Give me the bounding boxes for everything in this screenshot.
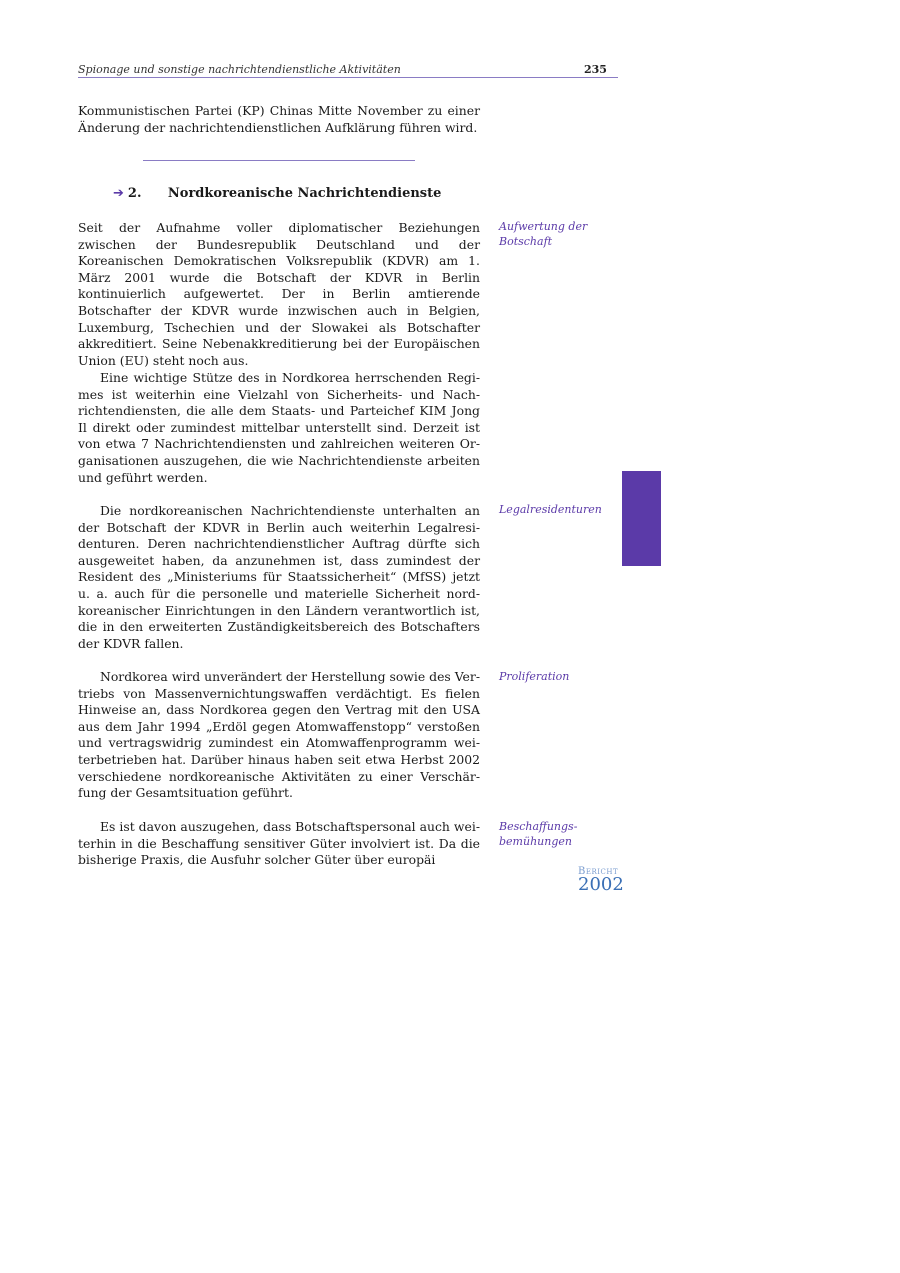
paragraph-diplomatic-relations: Seit der Aufnahme voller diplomatischer Beziehungen zwischen der Bundesrepublik Deutschland und der Koreanischen Demokratischen Volksrepublik (KDVR) am 1. März 2001 wurde die Botschaft der KDVR in Berlin kontinuierlich aufgewertet. Der in Berlin amtierende Botschafter der KDVR wurde inzwischen auch in Belgien, Luxemburg, Tschechien und der Slowakei als Botschafter akkreditiert. Seine Nebenakkreditierung bei der Europäischen Union (EU) steht noch aus. xyxy=(78,220,480,368)
report-logo xyxy=(578,866,634,893)
margin-note-legal-residencies: Legalresidenturen xyxy=(499,503,602,516)
section-heading xyxy=(113,186,441,201)
page-number: 235 xyxy=(584,63,607,76)
paragraph-security-services: Eine wichtige Stütze des in Nordkorea herrschenden Regimes ist weiterhin eine Vielzahl von Sicherheits- und Nachrichtendiensten, die alle dem Staats- und Parteichef KIM Jong Il direkt oder zumindest mittelbar unterstellt sind. Derzeit ist von etwa 7 Nachrichtendiensten und zahlreichen weiteren Organisationen auszugehen, die wie Nachrichtendienste arbeiten und geführt werden. xyxy=(78,370,480,485)
paragraph-legal-residencies: Die nordkoreanischen Nachrichtendienste unterhalten an der Botschaft der KDVR in Berlin auch weiterhin Legalresidenturen. Deren nachrichtendienstlicher Auftrag dürfte sich ausgeweitet haben, da anzunehmen ist, dass zumindest der Resident des „Ministeriums für Staatssicherheit“ (MfSS) jetzt u. a. auch für die personelle und materielle Sicherheit nordkoreanischer Einrichtungen in den Ländern verantwortlich ist, die in den erweiterten Zuständigkeitsbereich des Botschafters der KDVR fallen. xyxy=(78,503,480,651)
paragraph-proliferation: Nordkorea wird unverändert der Herstellung sowie des Vertriebs von Massenvernichtungswaffen verdächtigt. Es fielen Hinweise an, dass Nordkorea gegen den Vertrag mit den USA aus dem Jahr 1994 „Erdöl gegen Atomwaffenstopp“ verstoßen und vertragswidrig zumindest ein Atomwaffenprogramm weiterbetrieben hat. Darüber hinaus haben seit etwa Herbst 2002 verschiedene nordkoreanische Aktivitäten zu einer Verschärfung der Gesamtsituation geführt. xyxy=(78,669,480,801)
paragraph-procurement: Es ist davon auszugehen, dass Botschaftspersonal auch weiterhin in die Beschaffung sensitiver Güter involviert ist. Da die bisherige Praxis, die Ausfuhr solcher Güter über europäi xyxy=(78,819,480,868)
margin-note-procurement: Beschaffungsbemühungen xyxy=(499,820,578,848)
chapter-tab-marker xyxy=(622,471,661,566)
intro-paragraph: Kommunistischen Partei (KP) Chinas Mitte November zu einer Änderung der nachrichtendienstlichen Aufklärung führen wird. xyxy=(78,103,480,135)
margin-note-proliferation: Proliferation xyxy=(499,670,570,683)
logo-year: 2002 xyxy=(578,874,624,895)
logo-word: Bericht xyxy=(578,866,619,877)
section-divider xyxy=(143,160,415,161)
section-number: 2. xyxy=(127,186,142,201)
margin-note-embassy: Aufwertung der Botschaft xyxy=(499,220,588,248)
arrow-right-icon: ➔ xyxy=(113,186,124,201)
header-rule xyxy=(78,77,618,78)
section-title: Nordkoreanische Nachrichtendienste xyxy=(167,186,442,201)
header-title: Spionage und sonstige nachrichtendienstliche Aktivitäten xyxy=(78,63,401,76)
